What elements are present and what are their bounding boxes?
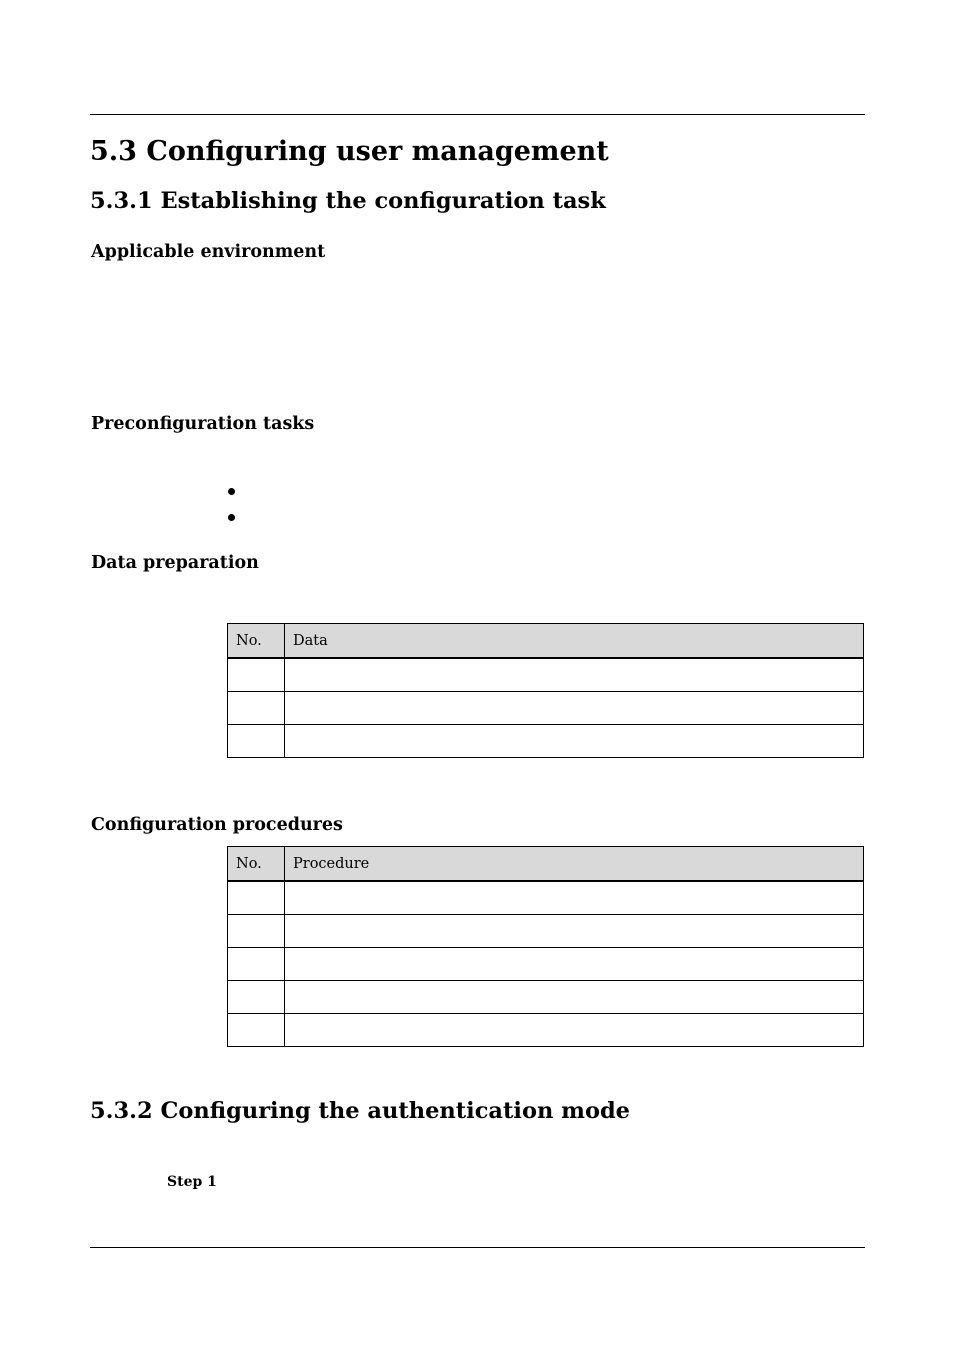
data-table	[227, 623, 864, 758]
column-header-procedure: Procedure	[285, 847, 864, 882]
table-cell	[285, 881, 864, 915]
column-header-data: Data	[285, 624, 864, 659]
subsection-title-establishing: 5.3.1 Establishing the configuration task	[90, 188, 606, 214]
table-cell	[285, 981, 864, 1014]
footer-rule	[90, 1247, 865, 1248]
table-header-row	[228, 624, 864, 659]
heading-data-preparation: Data preparation	[91, 553, 259, 573]
heading-configuration-procedures: Configuration procedures	[91, 815, 343, 835]
table-row	[228, 881, 864, 915]
table-row	[228, 658, 864, 692]
table-cell	[285, 725, 864, 758]
section-title: 5.3 Configuring user management	[90, 136, 609, 167]
table-cell	[285, 1014, 864, 1047]
heading-applicable-environment: Applicable environment	[91, 242, 326, 262]
procedure-table	[227, 846, 864, 1047]
column-header-no: No.	[228, 847, 285, 882]
step-label: Step 1	[167, 1174, 217, 1190]
bullet-icon	[228, 488, 235, 495]
table-row	[228, 692, 864, 725]
bullet-icon	[228, 514, 235, 521]
table-cell	[228, 915, 285, 948]
table-cell	[228, 692, 285, 725]
table-row	[228, 981, 864, 1014]
table-row	[228, 948, 864, 981]
table-row	[228, 1014, 864, 1047]
table-cell	[228, 1014, 285, 1047]
table-cell	[285, 948, 864, 981]
table-cell	[228, 658, 285, 692]
table-cell	[228, 725, 285, 758]
table-cell	[228, 948, 285, 981]
table-cell	[228, 981, 285, 1014]
table-row	[228, 725, 864, 758]
table-cell	[285, 658, 864, 692]
heading-preconfiguration-tasks: Preconfiguration tasks	[91, 414, 315, 434]
table-cell	[285, 692, 864, 725]
column-header-no: No.	[228, 624, 285, 659]
table-row	[228, 915, 864, 948]
table-cell	[285, 915, 864, 948]
table-header-row	[228, 847, 864, 882]
table-cell	[228, 881, 285, 915]
subsection-title-authentication: 5.3.2 Configuring the authentication mode	[90, 1098, 630, 1124]
header-rule	[90, 114, 865, 115]
